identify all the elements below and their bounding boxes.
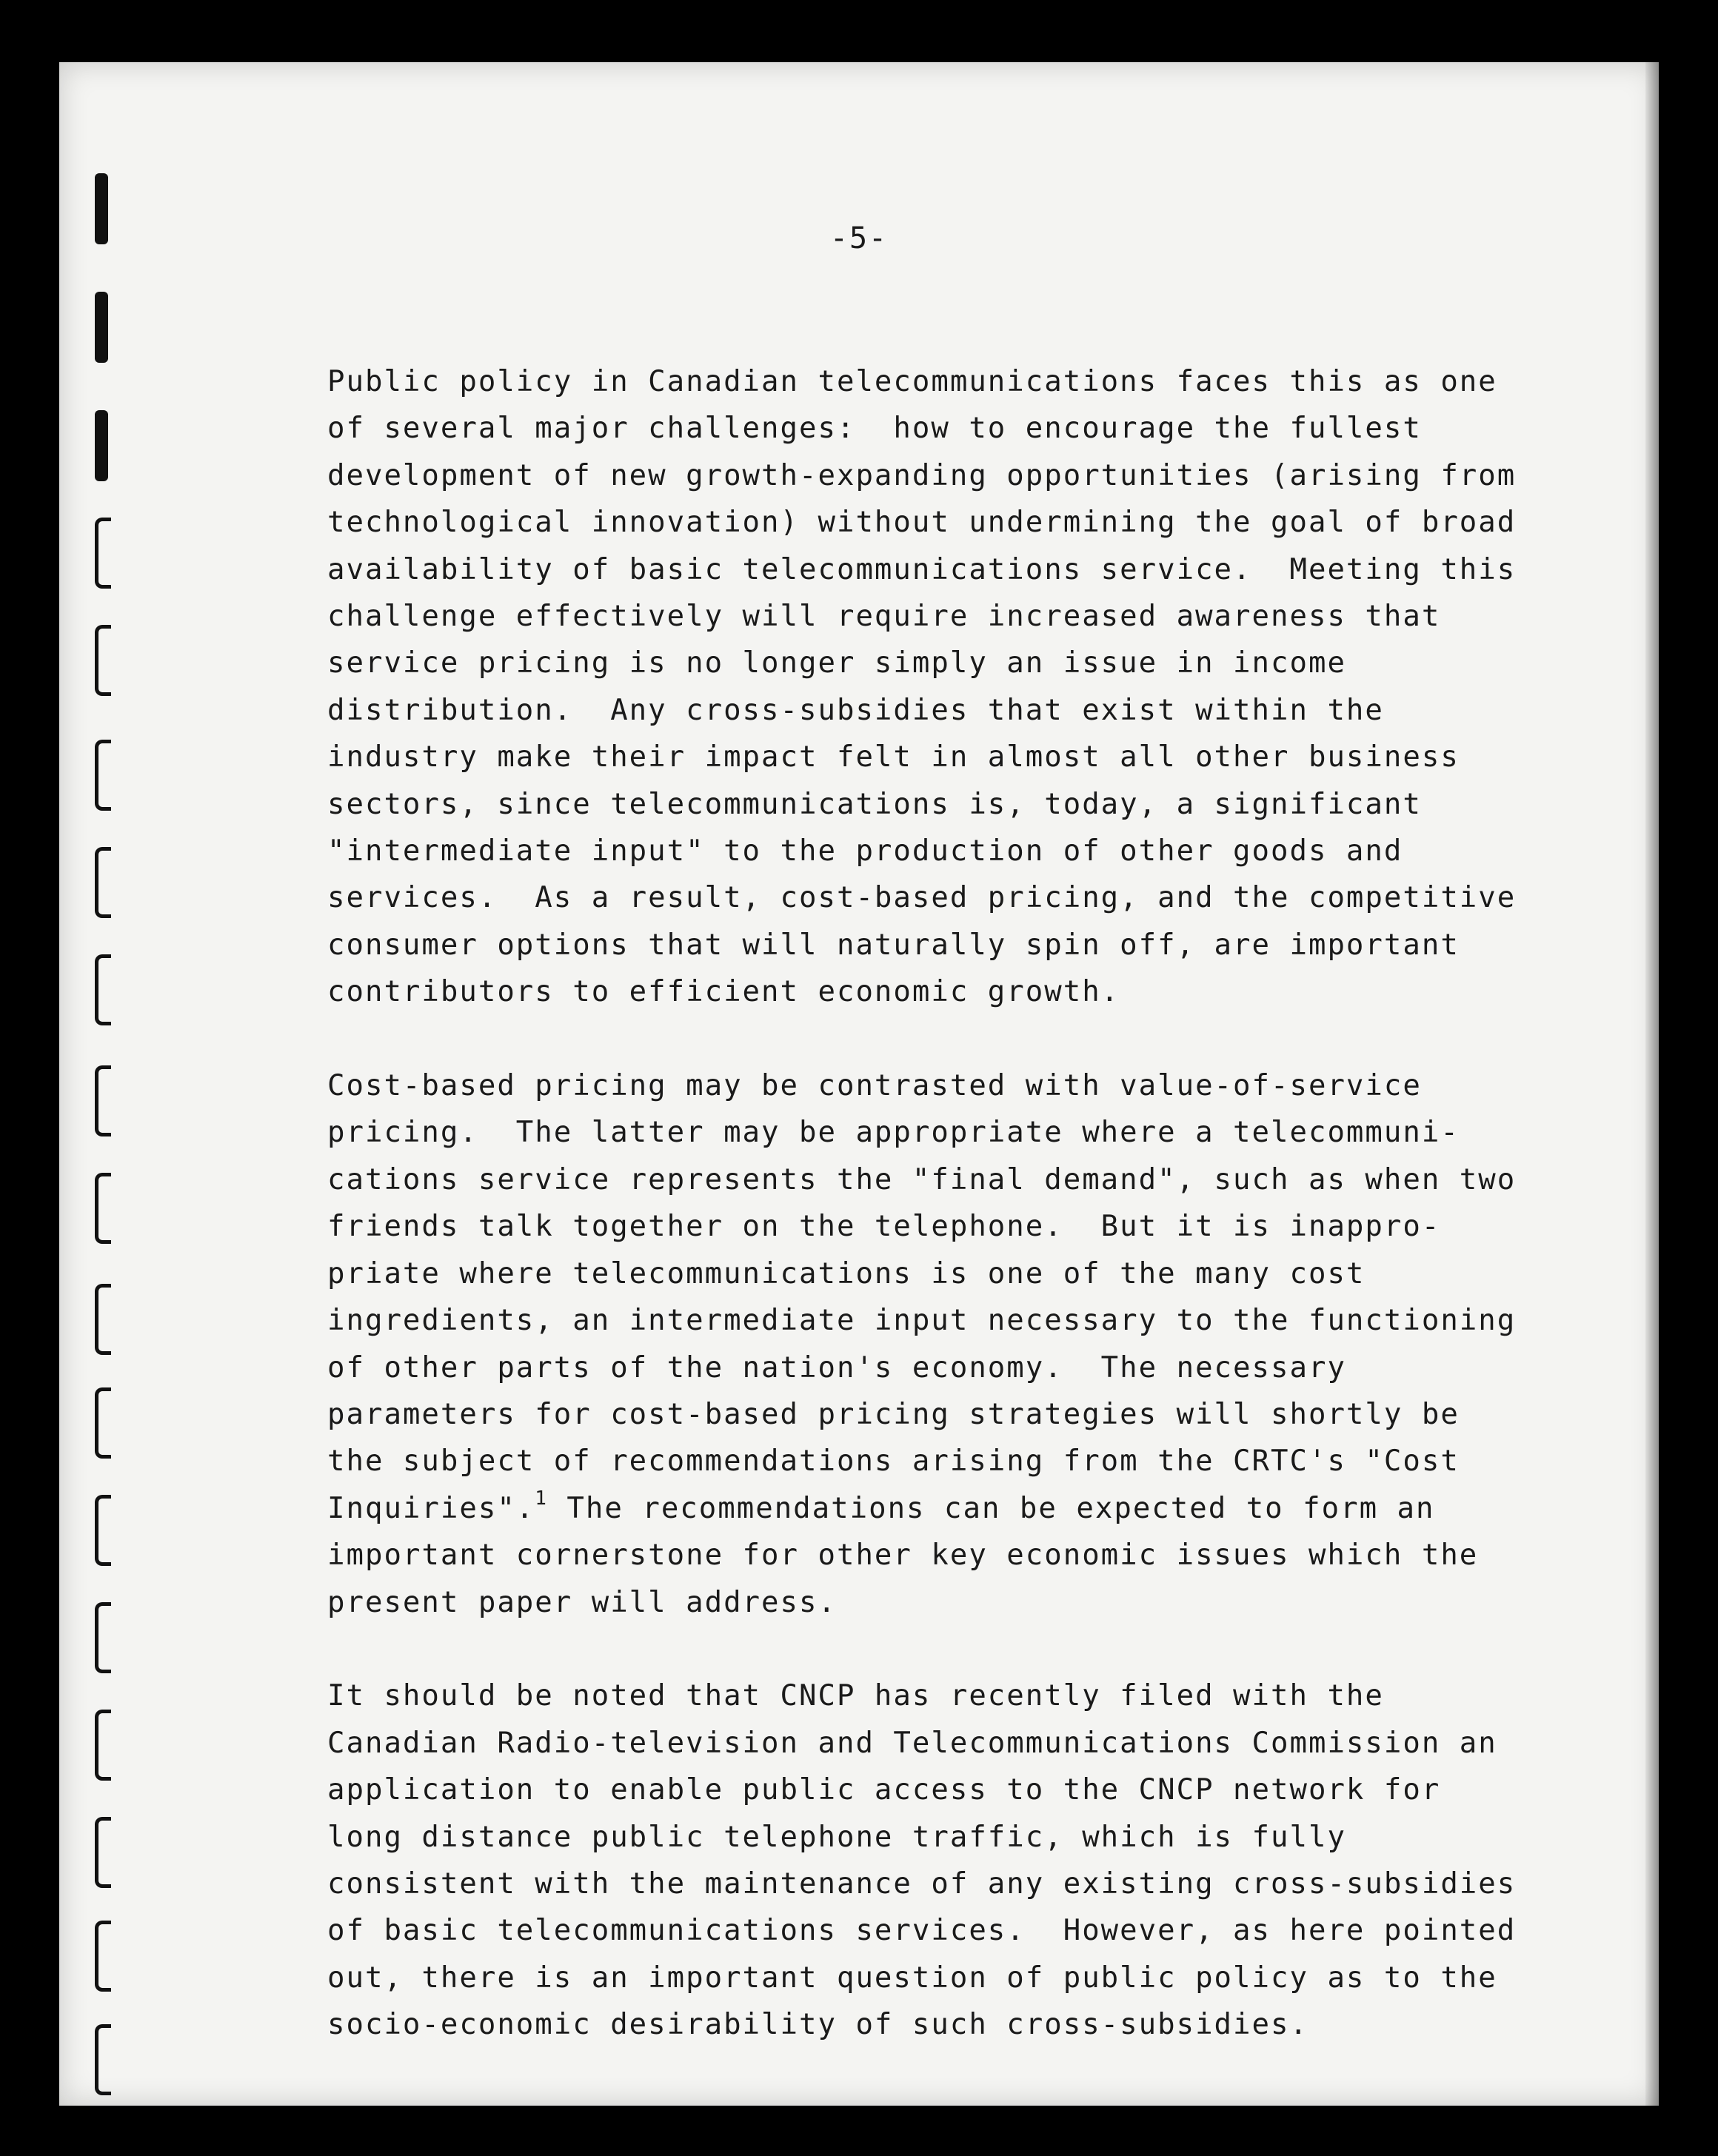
body-text bbox=[327, 358, 1586, 2095]
text-line: services. As a result, cost-based pricing, and the competitive bbox=[327, 881, 1517, 915]
text-line: "intermediate input" to the production of other goods and bbox=[327, 834, 1403, 868]
text-line: technological innovation) without undermining the goal of broad bbox=[327, 506, 1517, 540]
text-line: friends talk together on the telephone. But it is inappro- bbox=[327, 1210, 1441, 1244]
text-line: availability of basic telecommunications service. Meeting this bbox=[327, 552, 1517, 586]
text-line: of several major challenges: how to encourage the fullest bbox=[327, 412, 1422, 446]
paragraph-3 bbox=[327, 1673, 1586, 2048]
binding-hole bbox=[95, 410, 108, 481]
binding-hole bbox=[95, 292, 108, 363]
text-line: cations service represents the "final demand", such as when two bbox=[327, 1162, 1517, 1196]
text-line: of basic telecommunications services. However, as here pointed bbox=[327, 1914, 1517, 1948]
text-line: socio-economic desirability of such cross-subsidies. bbox=[327, 2008, 1308, 2042]
paragraph-1 bbox=[327, 358, 1586, 1016]
binding-hole bbox=[95, 954, 111, 1025]
text-line: Public policy in Canadian telecommunications faces this as one bbox=[327, 365, 1497, 398]
text-line: distribution. Any cross-subsidies that exist within the bbox=[327, 693, 1384, 727]
binding-hole bbox=[95, 1495, 111, 1566]
text-line: parameters for cost-based pricing strategies will shortly be bbox=[327, 1397, 1460, 1431]
binding-hole bbox=[95, 625, 111, 696]
text-line: priate where telecommunications is one of the many cost bbox=[327, 1256, 1366, 1290]
text-line: of other parts of the nation's economy. The necessary bbox=[327, 1350, 1346, 1385]
binding-hole bbox=[95, 1817, 111, 1888]
text-line: challenge effectively will require increased awareness that bbox=[327, 600, 1441, 634]
text-line: out, there is an important question of public policy as to the bbox=[327, 1961, 1497, 1995]
binding-hole bbox=[95, 1710, 111, 1781]
text-segment: Inquiries". bbox=[327, 1491, 535, 1525]
page-number: -5- bbox=[829, 221, 889, 255]
binding-hole bbox=[95, 847, 111, 918]
binding-hole bbox=[95, 1387, 111, 1459]
text-line: pricing. The latter may be appropriate where a telecommuni- bbox=[327, 1116, 1460, 1150]
binding-hole bbox=[95, 518, 111, 589]
text-line: service pricing is no longer simply an issue in income bbox=[327, 646, 1346, 680]
text-line: contributors to efficient economic growth. bbox=[327, 975, 1120, 1009]
text-line: the subject of recommendations arising from the CRTC's "Cost bbox=[327, 1444, 1460, 1479]
document-page bbox=[59, 62, 1659, 2106]
binding-hole bbox=[95, 1065, 111, 1136]
text-line: consistent with the maintenance of any existing cross-subsidies bbox=[327, 1867, 1517, 1901]
paragraph-2 bbox=[327, 1062, 1586, 1626]
text-line: It should be noted that CNCP has recently filed with the bbox=[327, 1679, 1384, 1713]
text-line: present paper will address. bbox=[327, 1585, 837, 1619]
text-line: long distance public telephone traffic, which is fully bbox=[327, 1820, 1346, 1854]
binding-hole bbox=[95, 740, 111, 811]
text-line: Canadian Radio-television and Telecommunications Commission an bbox=[327, 1726, 1497, 1760]
text-line: development of new growth-expanding opportunities (arising from bbox=[327, 458, 1517, 492]
text-line: Cost-based pricing may be contrasted with value-of-service bbox=[327, 1069, 1422, 1103]
binding-hole bbox=[95, 1602, 111, 1673]
footnote-marker: 1 bbox=[535, 1487, 548, 1510]
text-line-with-footnote bbox=[327, 1485, 1586, 1532]
text-line: important cornerstone for other key economic issues which the bbox=[327, 1539, 1479, 1573]
binding-holes bbox=[81, 114, 133, 2083]
text-line: sectors, since telecommunications is, today, a significant bbox=[327, 787, 1422, 821]
text-line: industry make their impact felt in almost all other business bbox=[327, 740, 1460, 774]
text-line: consumer options that will naturally spin off, are important bbox=[327, 928, 1460, 962]
binding-hole bbox=[95, 2024, 111, 2095]
text-line: ingredients, an intermediate input necessary to the functioning bbox=[327, 1304, 1517, 1338]
binding-hole bbox=[95, 1284, 111, 1355]
binding-hole bbox=[95, 1173, 111, 1244]
binding-hole bbox=[95, 1921, 111, 1992]
text-line: application to enable public access to the CNCP network for bbox=[327, 1773, 1441, 1807]
text-segment: The recommendations can be expected to form an bbox=[547, 1491, 1435, 1525]
